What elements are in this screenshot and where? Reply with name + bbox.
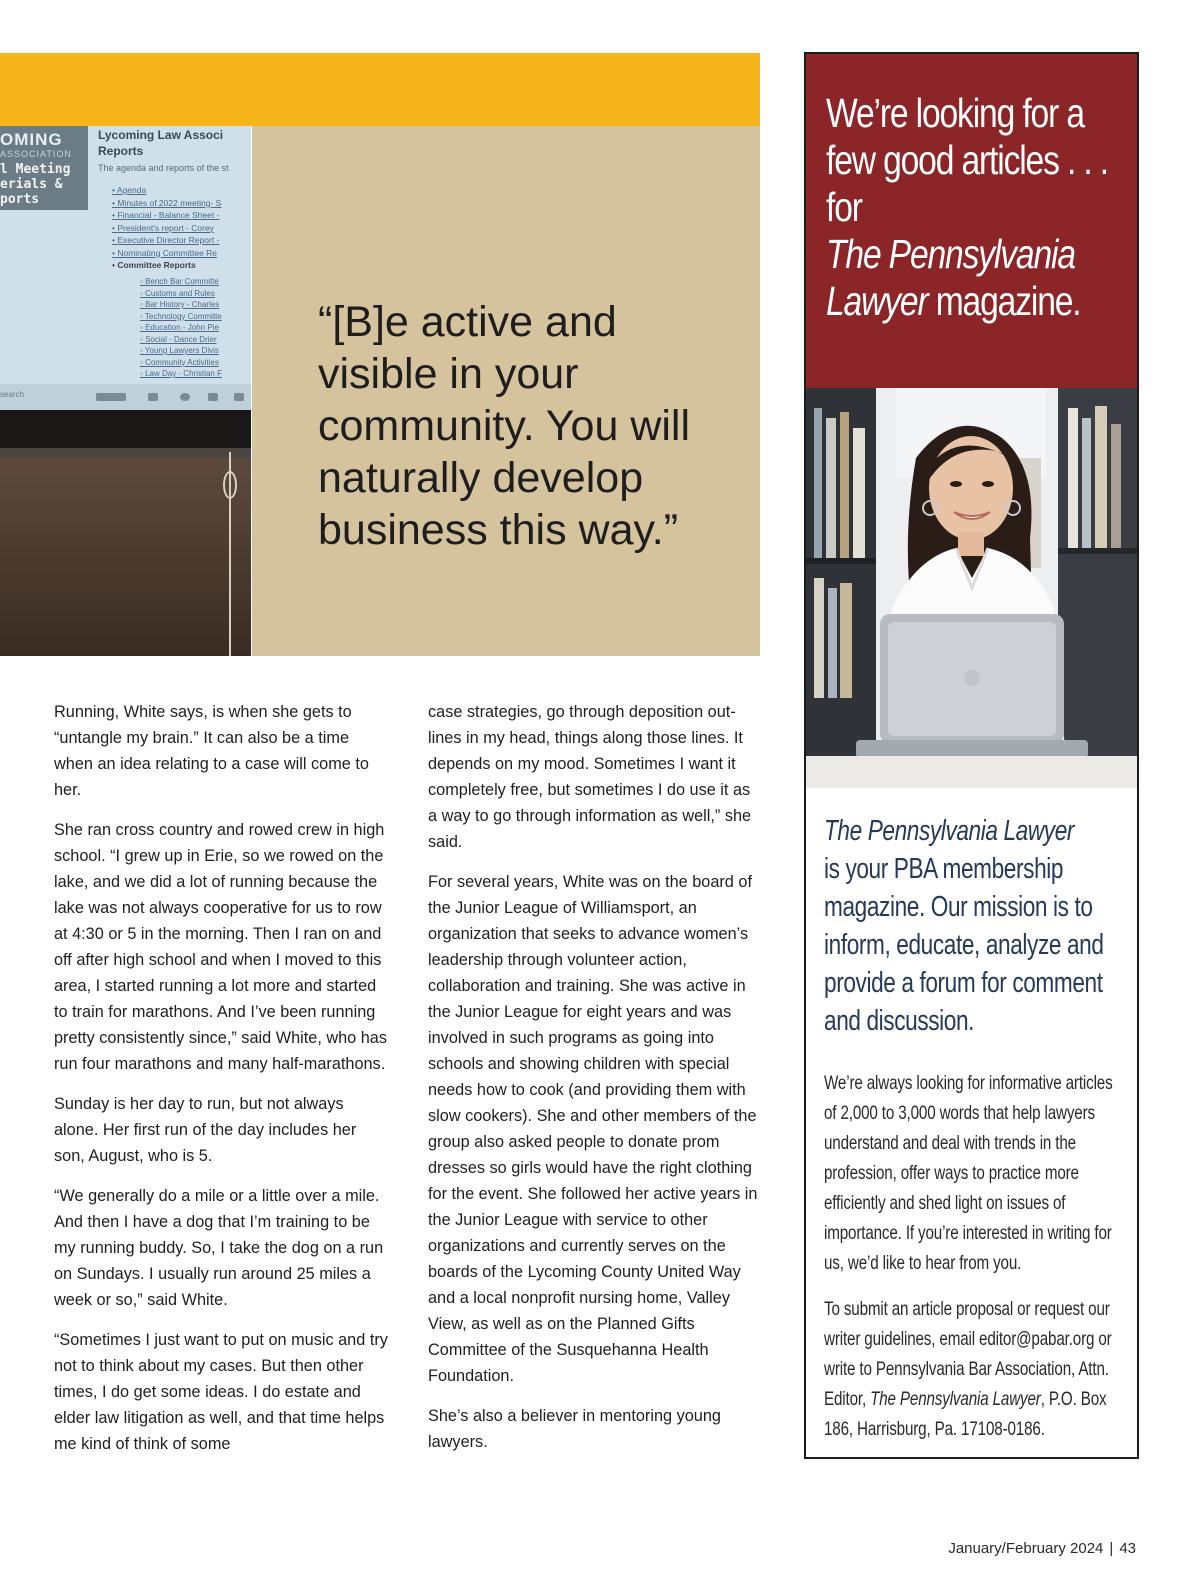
taskbar-app-icon (148, 393, 158, 401)
ad-headline-text: magazine. (935, 278, 1081, 324)
ad-contact-address: , P.O. Box 186, Harrisburg, Pa. 17108-0186. (824, 1388, 1107, 1440)
screen-taskbar (0, 384, 251, 410)
ad-copy (824, 812, 1120, 1459)
woman-at-laptop-illustration (806, 388, 1137, 788)
taskbar-app-icon (96, 393, 126, 401)
article-paragraph: case strategies, go through deposition outlines in my head, things along those lines. It depends on my mood. Sometimes I want it completely free, but sometimes I do use it as a way to go through information as well,” she said. (428, 703, 752, 851)
ad-contact-magazine-name: The Pennsylvania Lawyer (870, 1388, 1041, 1410)
ad-mission-statement (824, 812, 1120, 1040)
screen-sublist-item: ◦ Technology Committe (140, 311, 222, 323)
screen-title-block (0, 126, 88, 210)
taskbar-app-icon (180, 393, 190, 401)
screen-title-line: OMING (0, 130, 63, 149)
ad-headline-panel (806, 54, 1137, 388)
ad-contact-text: To submit an article proposal or request our writer guidelines, email editor@pabar.org or write to Pennsylvania Bar Association, Attn. Editor, (824, 1298, 1112, 1410)
screen-committee-list (140, 276, 222, 380)
pull-quote: “[B]e active and visible in your community. You will naturally develop business this way.” (318, 298, 691, 554)
screen-frame-edge (0, 448, 251, 458)
page-folio (900, 1540, 1136, 1557)
page-number: 43 (1119, 1540, 1136, 1557)
screen-sublist-item: ◦ Customs and Rules (140, 288, 222, 300)
ad-mission-text: is your PBA membership magazine. Our mission is to inform, educate, analyze and provide a forum for comment and discussion. (824, 853, 1104, 1037)
call-for-articles-ad (804, 52, 1139, 1459)
issue-date: January/February 2024 (948, 1540, 1104, 1557)
taskbar-app-icon (234, 393, 244, 401)
ad-headline-text: We’re looking for a few good articles . . . for (826, 90, 1108, 230)
article-column-1 (54, 699, 388, 1471)
projector-screen (0, 126, 251, 410)
meeting-screen-photo (0, 126, 251, 656)
article-paragraph: She ran cross country and rowed crew in high school. “I grew up in Erie, so we rowed on the lake, and we did a lot of running because the lake was not always cooperative for us to row at 4:30 or 5 in the morning. Then I ran on and off after high school and when I moved to this area, I started running a lot more and started to train for marathons. And I’ve been running pretty consistently since,” said White, who has run four marathons and many half-marathons. (54, 821, 388, 1073)
taskbar-search-text: search (0, 390, 25, 399)
article-paragraph: Running, White says, is when she gets to “untangle my brain.” It can also be a time when an idea relating to a case will come to her. (54, 703, 369, 799)
screen-sublist-item: ◦ Young Lawyers Divis (140, 345, 222, 357)
screen-report-list (112, 184, 221, 272)
ad-magazine-name: The Pennsylvania Lawyer (824, 815, 1075, 847)
screen-list-item: • President's report - Corey (112, 222, 221, 235)
screen-frame (0, 410, 251, 452)
article-column-2 (428, 699, 762, 1469)
screen-sublist-item: ◦ Bench Bar Committe (140, 276, 222, 288)
article-paragraph: For several years, White was on the board of the Junior League of Williamsport, an organization that seeks to advance women’s leadership through volunteer action, collaboration and training. She was active in the Junior League for eight years and was involved in such programs as going into schools and showing children with special needs how to cook (and providing them with slow cookers). She and other members of the group also asked people to donate prom dresses so girls would have the right clothing for the event. She followed her active years in the Junior League with service to other organizations and currently serves on the boards of the Lycoming County United Way and a local nonprofit nursing home, Valley View, as well as on the Planned Gifts Committee of the Susquehanna Health Foundation. (428, 873, 758, 1385)
screen-list-item: • Executive Director Report - (112, 234, 221, 247)
taskbar-app-icon (208, 393, 218, 401)
article-paragraph: She’s also a believer in mentoring young lawyers. (428, 1407, 721, 1451)
screen-list-item: • Minutes of 2022 meeting- S (112, 197, 221, 210)
article-paragraph: “We generally do a mile or a little over a mile. And then I have a dog that I’m training to be my running buddy. So, I take the dog on a run on Sundays. I usually run around 25 miles a week or so,” said White. (54, 1187, 384, 1309)
screen-title-line: l Meeting erials & ports (0, 162, 71, 207)
screen-title-line: ASSOCIATION (0, 149, 72, 159)
screen-heading: Lycoming Law Associ Reports (98, 128, 224, 158)
screen-list-item: • Nominating Committee Re (112, 247, 221, 260)
screen-sublist-item: ◦ Bar History - Charles (140, 299, 222, 311)
screen-list-item: • Committee Reports (112, 259, 221, 272)
screen-list-item: • Agenda (112, 184, 221, 197)
article-paragraph: “Sometimes I just want to put on music and try not to think about my cases. But then other times, I do get some ideas. I do estate and elder law litigation as well, and that time helps me kind of think of some (54, 1331, 388, 1453)
ad-headline-magazine-name: The Pennsylvania Lawyer (826, 231, 1075, 324)
gold-header-bar (0, 53, 760, 126)
screen-sublist-item: ◦ Community Activities (140, 357, 222, 369)
screen-subtitle: The agenda and reports of the st (98, 163, 229, 173)
screen-sublist-item: ◦ Social - Dance Drier (140, 334, 222, 346)
ad-headline (826, 90, 1131, 325)
wood-wall (0, 458, 251, 656)
screen-sublist-item: ◦ Education - John Pie (140, 322, 222, 334)
ad-body-paragraph: We’re always looking for informative articles of 2,000 to 3,000 words that help lawyers understand and deal with trends in the profession, offer ways to practice more efficiently and shed light on issues of importance. If you’re interested in writing for us, we’d like to hear from you. (824, 1072, 1113, 1274)
pull-quote-panel (252, 126, 760, 656)
article-paragraph: Sunday is her day to run, but not always alone. Her first run of the day includes her son, August, who is 5. (54, 1095, 357, 1165)
woman-at-laptop-photo (806, 388, 1137, 788)
ad-contact-paragraph (824, 1294, 1120, 1444)
screen-pull-cord-loop (223, 471, 237, 499)
screen-sublist-item: ◦ Law Day - Christian F (140, 368, 222, 380)
screen-list-item: • Financial - Balance Sheet - (112, 209, 221, 222)
folio-separator: | (1109, 1540, 1114, 1557)
